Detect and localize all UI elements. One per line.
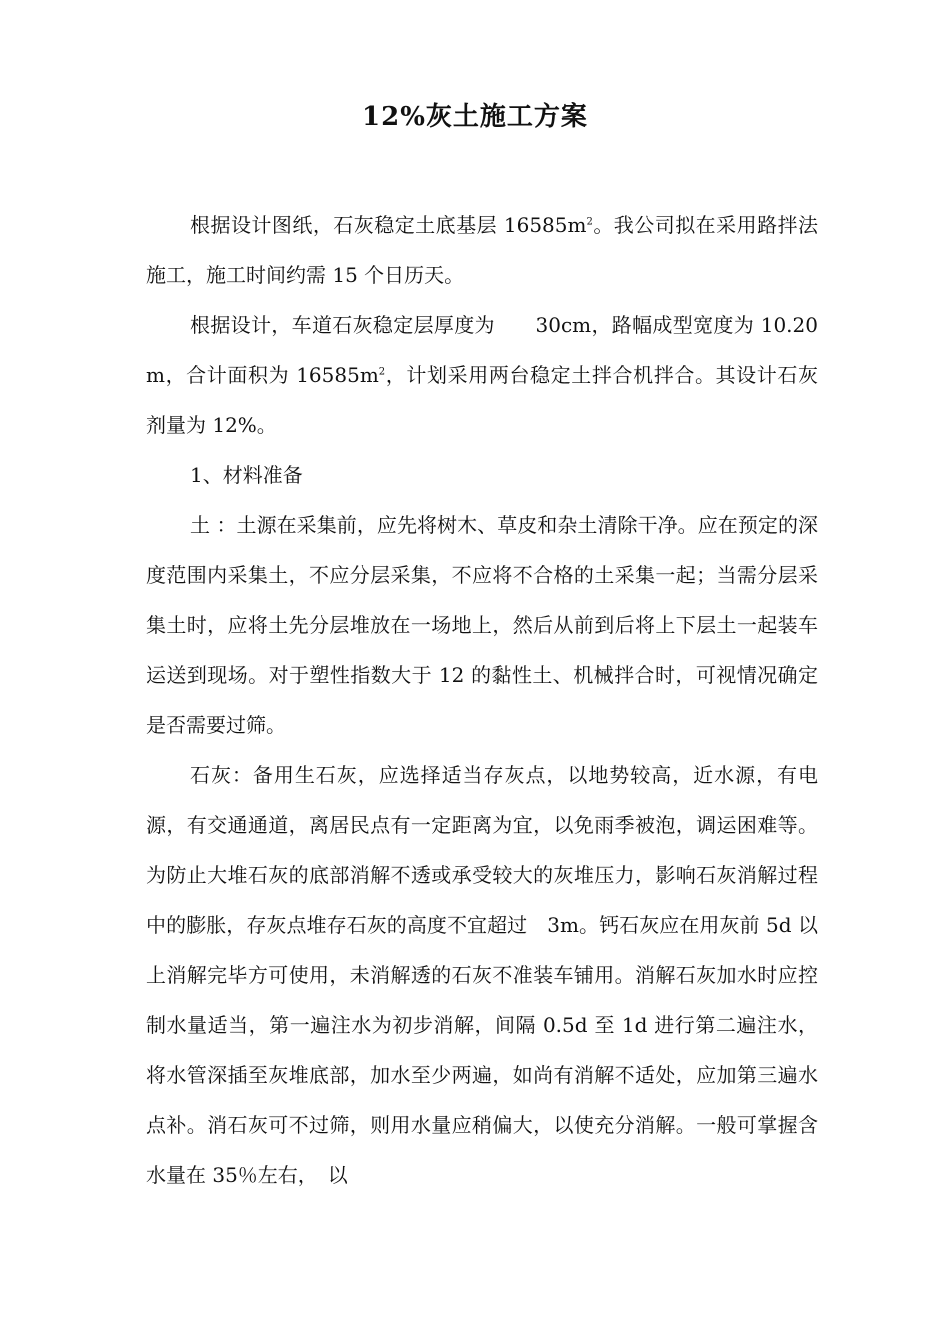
paragraph-design-thickness	[146, 300, 818, 450]
paragraph-lime: 石灰：备用生石灰，应选择适当存灰点，以地势较高，近水源，有电源，有交通通道，离居民点有一定距离为宜，以免雨季被泡，调运困难等。为防止大堆石灰的底部消解不透或承受较大的灰堆压力，影响石灰消解过程中的膨胀，存灰点堆存石灰的高度不宜超过 3m。钙石灰应在用灰前 5d 以上消解完毕方可使用，未消解透的石灰不准装车铺用。消解石灰加水时应控制水量适当，第一遍注水为初步消解，间隔 0.5d 至 1d 进行第二遍注水，将水管深插至灰堆底部，加水至少两遍，如尚有消解不适处，应加第三遍水点补。消石灰可不过筛，则用水量应稍偏大，以使充分消解。一般可掌握含水量在 35％左右， 以	[146, 763, 818, 1187]
paragraph-text: 。我公司拟在采用路拌法施工，施工时间约需 15 个日历天。	[146, 213, 819, 287]
paragraph-text: 根据设计图纸，石灰稳定土底基层 16585m	[190, 213, 587, 237]
paragraph-design-summary	[146, 200, 818, 300]
paragraph-soil: 土 ：土源在采集前，应先将树木、草皮和杂土清除干净。应在预定的深度范围内采集土，不应分层采集，不应将不合格的土采集一起；当需分层采集土时，应将土先分层堆放在一场地上，然后从前到后将上下层土一起装车运送到现场。对于塑性指数大于 12 的黏性土、机械拌合时，可视情况确定是否需要过筛。	[146, 513, 818, 737]
superscript-2: 2	[378, 366, 386, 378]
paragraph-text: 根据设计，车道石灰稳定层厚度为 30cm，路幅成型宽度为 10.20m，合计面积为 16585m	[146, 313, 818, 387]
section-heading-materials: 1、材料准备	[190, 463, 303, 487]
document-title: 12%灰土施工方案	[362, 102, 588, 132]
document-body	[146, 200, 818, 1200]
paragraph-text: ，计划采用两台稳定土拌合机拌合。其设计石灰剂量为 12%。	[146, 363, 818, 437]
superscript-2: 2	[586, 216, 593, 228]
